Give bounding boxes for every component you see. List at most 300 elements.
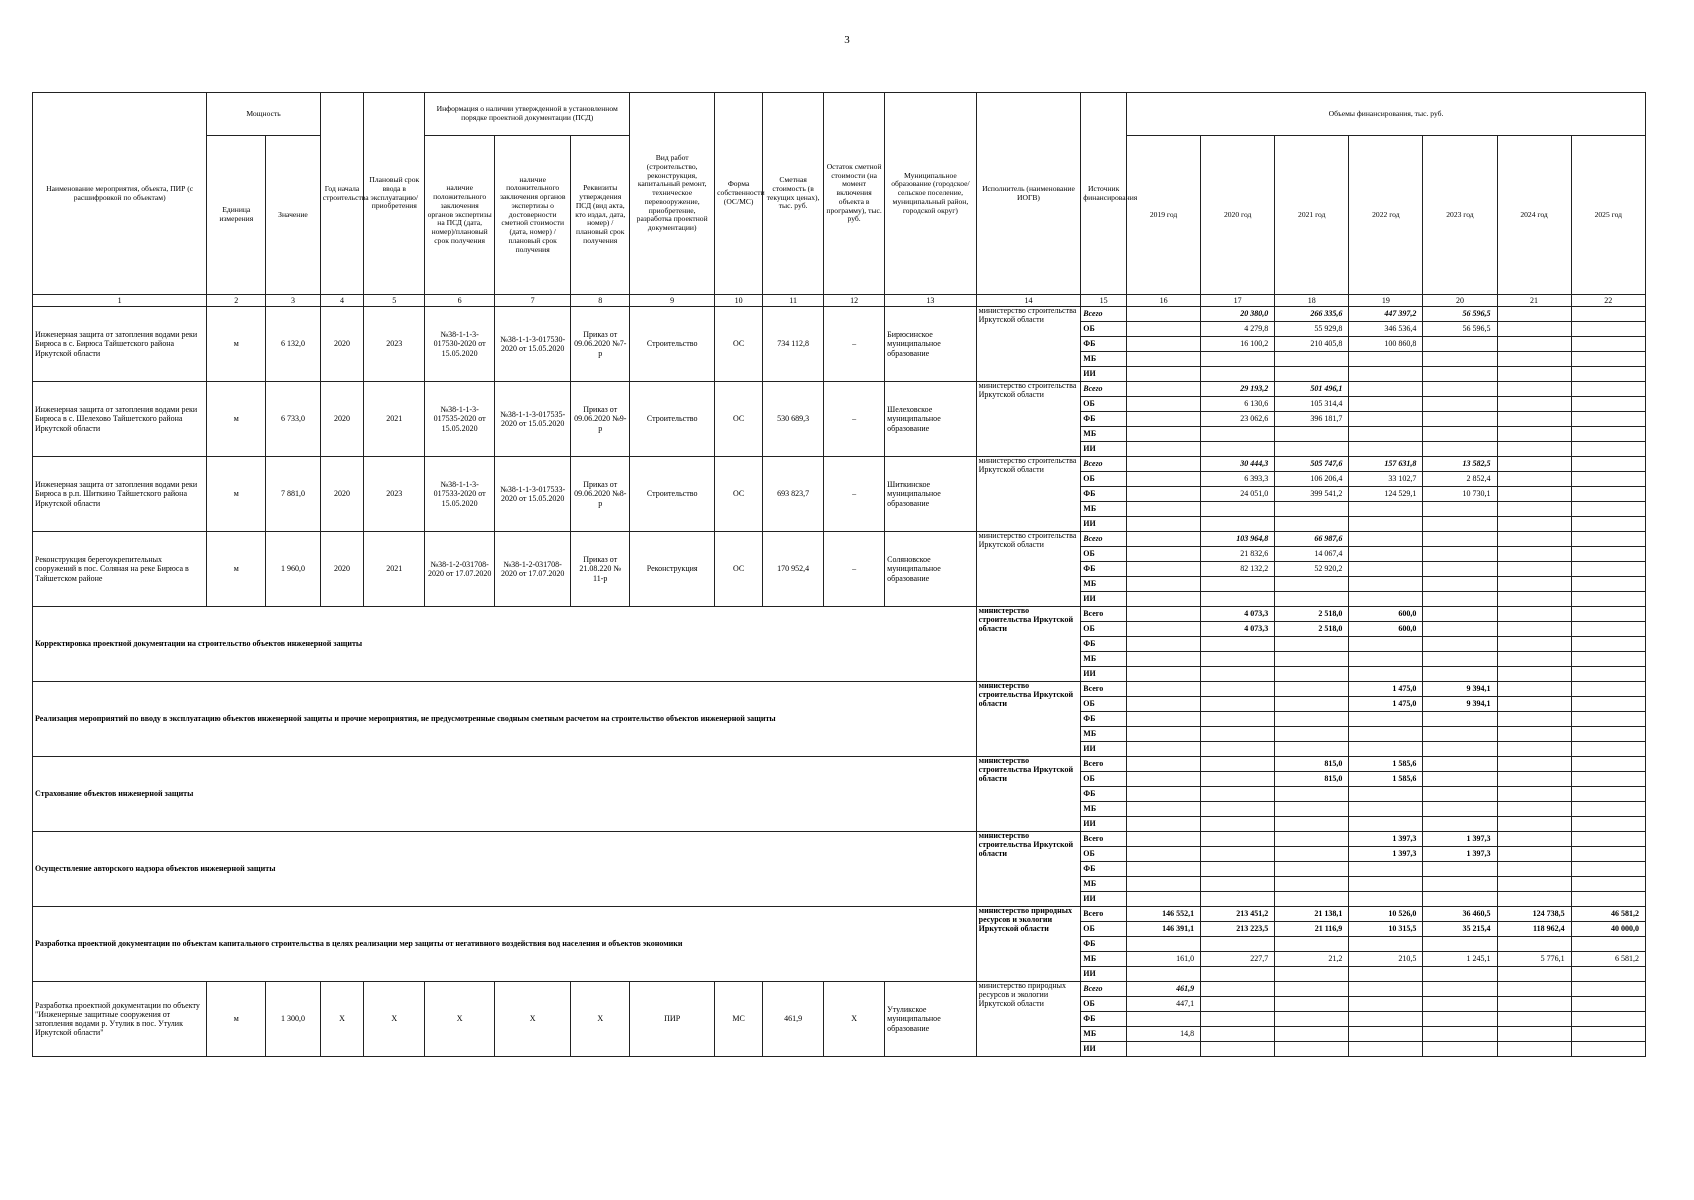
financing-value: 29 193,2 bbox=[1201, 382, 1275, 397]
financing-value bbox=[1201, 1012, 1275, 1027]
financing-value bbox=[1201, 757, 1275, 772]
financing-value: 2 518,0 bbox=[1275, 607, 1349, 622]
financing-value bbox=[1497, 967, 1571, 982]
column-number: 16 bbox=[1127, 295, 1201, 307]
financing-value bbox=[1571, 667, 1645, 682]
financing-value bbox=[1127, 562, 1201, 577]
financing-value: 210 405,8 bbox=[1275, 337, 1349, 352]
financing-value bbox=[1497, 877, 1571, 892]
financing-value bbox=[1571, 757, 1645, 772]
column-number: 8 bbox=[571, 295, 630, 307]
financing-value: 213 223,5 bbox=[1201, 922, 1275, 937]
financing-value bbox=[1349, 862, 1423, 877]
financing-value bbox=[1127, 487, 1201, 502]
financing-value bbox=[1127, 382, 1201, 397]
source-label: Всего bbox=[1081, 982, 1127, 997]
financing-value bbox=[1349, 577, 1423, 592]
group-name: Реализация мероприятий по вводу в эксплуатацию объектов инженерной защиты и прочие мероприятия, не предусмотренные сводным сметным расчетом на строительство объектов инженерной защиты bbox=[33, 682, 977, 757]
financing-value bbox=[1349, 532, 1423, 547]
financing-value bbox=[1571, 727, 1645, 742]
financing-value: 2 852,4 bbox=[1423, 472, 1497, 487]
financing-value bbox=[1349, 742, 1423, 757]
column-number: 9 bbox=[630, 295, 715, 307]
financing-value bbox=[1275, 652, 1349, 667]
header-estimated-cost: Сметная стоимость (в текущих ценах), тыс. руб. bbox=[763, 93, 824, 295]
column-number: 11 bbox=[763, 295, 824, 307]
financing-value bbox=[1349, 562, 1423, 577]
source-label: ФБ bbox=[1081, 562, 1127, 577]
financing-value bbox=[1423, 547, 1497, 562]
column-number: 14 bbox=[976, 295, 1081, 307]
financing-value bbox=[1571, 412, 1645, 427]
table-row bbox=[33, 607, 1646, 622]
financing-value bbox=[1127, 802, 1201, 817]
group-name: Осуществление авторского надзора объектов инженерной защиты bbox=[33, 832, 977, 907]
financing-value bbox=[1127, 397, 1201, 412]
financing-value bbox=[1571, 607, 1645, 622]
financing-value bbox=[1201, 352, 1275, 367]
financing-value bbox=[1423, 1012, 1497, 1027]
header-planned-term: Плановый срок ввода в эксплуатацию/приобретения bbox=[364, 93, 425, 295]
financing-value bbox=[1571, 442, 1645, 457]
financing-value: 1 585,6 bbox=[1349, 772, 1423, 787]
header-year: 2023 год bbox=[1423, 136, 1497, 295]
source-label: ФБ bbox=[1081, 1012, 1127, 1027]
header-value: Значение bbox=[266, 136, 321, 295]
financing-value: 447 397,2 bbox=[1349, 307, 1423, 322]
estimated-cost: 530 689,3 bbox=[763, 382, 824, 457]
municipality: Шиткинское муниципальное образование bbox=[885, 457, 977, 532]
financing-value bbox=[1497, 862, 1571, 877]
financing-value bbox=[1497, 892, 1571, 907]
financing-value bbox=[1201, 742, 1275, 757]
header-municipality: Муниципальное образование (городское/сельское поселение, муниципальный район, городской округ) bbox=[885, 93, 977, 295]
financing-value bbox=[1349, 997, 1423, 1012]
financing-value bbox=[1127, 622, 1201, 637]
financing-value bbox=[1497, 997, 1571, 1012]
financing-value: 10 526,0 bbox=[1349, 907, 1423, 922]
capacity-unit: м bbox=[207, 382, 266, 457]
financing-value bbox=[1423, 757, 1497, 772]
financing-value: 40 000,0 bbox=[1571, 922, 1645, 937]
source-label: ИИ bbox=[1081, 367, 1127, 382]
planned-term: 2023 bbox=[364, 307, 425, 382]
source-label: ФБ bbox=[1081, 862, 1127, 877]
table-row bbox=[33, 907, 1646, 922]
financing-value: 161,0 bbox=[1127, 952, 1201, 967]
financing-value: 461,9 bbox=[1127, 982, 1201, 997]
source-label: МБ bbox=[1081, 802, 1127, 817]
header-approval-details: Реквизиты утверждения ПСД (вид акта, кто издал, дата, номер) / плановый срок получения bbox=[571, 136, 630, 295]
column-number: 18 bbox=[1275, 295, 1349, 307]
financing-value: 10 730,1 bbox=[1423, 487, 1497, 502]
financing-value bbox=[1201, 937, 1275, 952]
executor: министерство строительства Иркутской области bbox=[976, 382, 1081, 457]
work-type: ПИР bbox=[630, 982, 715, 1057]
estimated-cost: 693 823,7 bbox=[763, 457, 824, 532]
financing-value bbox=[1571, 1027, 1645, 1042]
financing-value bbox=[1201, 442, 1275, 457]
financing-value bbox=[1423, 967, 1497, 982]
financing-value bbox=[1571, 652, 1645, 667]
financing-value bbox=[1571, 847, 1645, 862]
financing-value bbox=[1275, 862, 1349, 877]
work-type: Строительство bbox=[630, 307, 715, 382]
executor: министерство строительства Иркутской области bbox=[976, 757, 1081, 832]
header-year: 2025 год bbox=[1571, 136, 1645, 295]
column-number: 10 bbox=[715, 295, 763, 307]
financing-value bbox=[1127, 652, 1201, 667]
financing-value: 1 475,0 bbox=[1349, 697, 1423, 712]
financing-value bbox=[1497, 592, 1571, 607]
financing-value: 124 738,5 bbox=[1497, 907, 1571, 922]
header-year: 2020 год bbox=[1201, 136, 1275, 295]
financing-value: 396 181,7 bbox=[1275, 412, 1349, 427]
financing-value bbox=[1127, 517, 1201, 532]
financing-value bbox=[1497, 322, 1571, 337]
source-label: ИИ bbox=[1081, 817, 1127, 832]
financing-value bbox=[1571, 307, 1645, 322]
financing-value bbox=[1571, 562, 1645, 577]
column-number: 2 bbox=[207, 295, 266, 307]
financing-table bbox=[32, 92, 1646, 1057]
financing-value bbox=[1349, 442, 1423, 457]
source-label: ОБ bbox=[1081, 922, 1127, 937]
source-label: МБ bbox=[1081, 577, 1127, 592]
financing-value: 4 279,8 bbox=[1201, 322, 1275, 337]
group-name: Страхование объектов инженерной защиты bbox=[33, 757, 977, 832]
capacity-unit: м bbox=[207, 532, 266, 607]
financing-value bbox=[1275, 997, 1349, 1012]
financing-value bbox=[1571, 742, 1645, 757]
financing-value bbox=[1275, 502, 1349, 517]
financing-value: 146 391,1 bbox=[1127, 922, 1201, 937]
object-name: Разработка проектной документации по объекту "Инженерные защитные сооружения от затопления водами р. Утулик в пос. Утулик Иркутской области" bbox=[33, 982, 207, 1057]
financing-value bbox=[1201, 592, 1275, 607]
financing-value bbox=[1201, 652, 1275, 667]
financing-value: 2 518,0 bbox=[1275, 622, 1349, 637]
column-number: 3 bbox=[266, 295, 321, 307]
financing-value: 21,2 bbox=[1275, 952, 1349, 967]
financing-value bbox=[1571, 712, 1645, 727]
financing-value bbox=[1127, 412, 1201, 427]
header-ownership: Форма собственности (ОС/МС) bbox=[715, 93, 763, 295]
executor: министерство строительства Иркутской области bbox=[976, 832, 1081, 907]
approval-details: Приказ от 09.06.2020 №9-р bbox=[571, 382, 630, 457]
financing-value bbox=[1571, 502, 1645, 517]
financing-value bbox=[1275, 742, 1349, 757]
financing-value bbox=[1349, 712, 1423, 727]
financing-value bbox=[1275, 352, 1349, 367]
reliability-conclusion: №38-1-2-031708-2020 от 17.07.2020 bbox=[495, 532, 571, 607]
financing-value: 16 100,2 bbox=[1201, 337, 1275, 352]
financing-value: 1 245,1 bbox=[1423, 952, 1497, 967]
header-positive-conclusion: наличие положительного заключения органов экспертизы на ПСД (дата, номер)/плановый срок получения bbox=[425, 136, 495, 295]
financing-value bbox=[1497, 442, 1571, 457]
financing-value bbox=[1127, 847, 1201, 862]
start-year: 2020 bbox=[320, 382, 364, 457]
financing-value: 124 529,1 bbox=[1349, 487, 1423, 502]
capacity-value: 7 881,0 bbox=[266, 457, 321, 532]
financing-value: 146 552,1 bbox=[1127, 907, 1201, 922]
financing-value: 103 964,8 bbox=[1201, 532, 1275, 547]
header-reliability-conclusion: наличие положительного заключения органов экспертизы о достоверности сметной стоимости (дата, номер) / плановый срок получения bbox=[495, 136, 571, 295]
financing-value: 13 582,5 bbox=[1423, 457, 1497, 472]
column-number: 21 bbox=[1497, 295, 1571, 307]
financing-value bbox=[1571, 352, 1645, 367]
financing-value bbox=[1571, 982, 1645, 997]
financing-value bbox=[1571, 622, 1645, 637]
financing-value: 100 860,8 bbox=[1349, 337, 1423, 352]
financing-value bbox=[1497, 307, 1571, 322]
capacity-value: 1 300,0 bbox=[266, 982, 321, 1057]
source-label: ФБ bbox=[1081, 487, 1127, 502]
ownership: МС bbox=[715, 982, 763, 1057]
header-year: 2024 год bbox=[1497, 136, 1571, 295]
financing-value bbox=[1423, 382, 1497, 397]
source-label: МБ bbox=[1081, 502, 1127, 517]
object-name: Инженерная защита от затопления водами реки Бирюса в с. Бирюса Тайшетского района Иркутской области bbox=[33, 307, 207, 382]
financing-value bbox=[1275, 787, 1349, 802]
start-year: 2020 bbox=[320, 532, 364, 607]
financing-value bbox=[1349, 1012, 1423, 1027]
header-year: 2022 год bbox=[1349, 136, 1423, 295]
financing-value: 21 116,9 bbox=[1275, 922, 1349, 937]
financing-value bbox=[1423, 427, 1497, 442]
financing-value: 21 832,6 bbox=[1201, 547, 1275, 562]
estimated-cost: 461,9 bbox=[763, 982, 824, 1057]
financing-value: 23 062,6 bbox=[1201, 412, 1275, 427]
positive-conclusion: №38-1-2-031708-2020 от 17.07.2020 bbox=[425, 532, 495, 607]
financing-value: 346 536,4 bbox=[1349, 322, 1423, 337]
municipality: Шелеховское муниципальное образование bbox=[885, 382, 977, 457]
financing-value bbox=[1349, 982, 1423, 997]
estimated-cost: 734 112,8 bbox=[763, 307, 824, 382]
financing-value bbox=[1275, 442, 1349, 457]
financing-value: 600,0 bbox=[1349, 607, 1423, 622]
financing-value bbox=[1497, 637, 1571, 652]
financing-value bbox=[1201, 667, 1275, 682]
financing-value bbox=[1349, 517, 1423, 532]
financing-value bbox=[1127, 472, 1201, 487]
financing-value bbox=[1349, 727, 1423, 742]
column-number: 7 bbox=[495, 295, 571, 307]
financing-value: 46 581,2 bbox=[1571, 907, 1645, 922]
financing-value bbox=[1571, 367, 1645, 382]
financing-value bbox=[1571, 937, 1645, 952]
financing-value bbox=[1497, 607, 1571, 622]
financing-value bbox=[1571, 547, 1645, 562]
financing-value bbox=[1275, 832, 1349, 847]
financing-value bbox=[1275, 637, 1349, 652]
financing-value bbox=[1127, 1042, 1201, 1057]
table-row bbox=[33, 757, 1646, 772]
header-source: Источник финансирования bbox=[1081, 93, 1127, 295]
financing-value bbox=[1275, 577, 1349, 592]
financing-value bbox=[1127, 322, 1201, 337]
financing-value bbox=[1201, 427, 1275, 442]
financing-value: 14 067,4 bbox=[1275, 547, 1349, 562]
financing-value bbox=[1201, 1027, 1275, 1042]
financing-value bbox=[1423, 772, 1497, 787]
financing-value bbox=[1423, 532, 1497, 547]
financing-value bbox=[1275, 517, 1349, 532]
financing-value bbox=[1497, 847, 1571, 862]
header-remaining-cost: Остаток сметной стоимости (на момент включения объекта в программу), тыс. руб. bbox=[824, 93, 885, 295]
executor: министерство строительства Иркутской области bbox=[976, 607, 1081, 682]
financing-value bbox=[1275, 892, 1349, 907]
ownership: ОС bbox=[715, 307, 763, 382]
financing-value bbox=[1423, 997, 1497, 1012]
capacity-value: 1 960,0 bbox=[266, 532, 321, 607]
work-type: Строительство bbox=[630, 457, 715, 532]
financing-value: 1 397,3 bbox=[1349, 847, 1423, 862]
page-number: 3 bbox=[844, 34, 850, 46]
financing-value bbox=[1571, 517, 1645, 532]
financing-value: 266 335,6 bbox=[1275, 307, 1349, 322]
financing-value bbox=[1423, 712, 1497, 727]
financing-value: 21 138,1 bbox=[1275, 907, 1349, 922]
financing-value: 6 130,6 bbox=[1201, 397, 1275, 412]
financing-value: 105 314,4 bbox=[1275, 397, 1349, 412]
financing-value bbox=[1423, 652, 1497, 667]
financing-value bbox=[1571, 487, 1645, 502]
financing-value bbox=[1423, 742, 1497, 757]
financing-value bbox=[1349, 892, 1423, 907]
financing-value bbox=[1201, 892, 1275, 907]
source-label: Всего bbox=[1081, 382, 1127, 397]
financing-value bbox=[1349, 592, 1423, 607]
financing-value bbox=[1497, 937, 1571, 952]
financing-value bbox=[1497, 427, 1571, 442]
approval-details: Приказ от 21.08.220 № 11-р bbox=[571, 532, 630, 607]
work-type: Реконструкция bbox=[630, 532, 715, 607]
financing-value bbox=[1497, 1027, 1571, 1042]
financing-value bbox=[1571, 997, 1645, 1012]
financing-value bbox=[1275, 1012, 1349, 1027]
column-number: 5 bbox=[364, 295, 425, 307]
ownership: ОС bbox=[715, 382, 763, 457]
work-type: Строительство bbox=[630, 382, 715, 457]
financing-value: 66 987,6 bbox=[1275, 532, 1349, 547]
object-name: Инженерная защита от затопления водами реки Бирюса в р.п. Шиткино Тайшетского района Иркутской области bbox=[33, 457, 207, 532]
header-name: Наименование мероприятия, объекта, ПИР (с расшифровкой по объектам) bbox=[33, 93, 207, 295]
start-year: Х bbox=[320, 982, 364, 1057]
financing-value bbox=[1497, 457, 1571, 472]
financing-value: 1 585,6 bbox=[1349, 757, 1423, 772]
source-label: ФБ bbox=[1081, 787, 1127, 802]
financing-value bbox=[1201, 727, 1275, 742]
column-number: 15 bbox=[1081, 295, 1127, 307]
source-label: Всего bbox=[1081, 757, 1127, 772]
source-label: ОБ bbox=[1081, 997, 1127, 1012]
financing-value bbox=[1275, 982, 1349, 997]
financing-value: 56 596,5 bbox=[1423, 307, 1497, 322]
financing-value bbox=[1201, 637, 1275, 652]
financing-value bbox=[1275, 712, 1349, 727]
financing-value bbox=[1275, 682, 1349, 697]
column-numbers-row bbox=[33, 295, 1646, 307]
financing-value bbox=[1201, 367, 1275, 382]
financing-value bbox=[1571, 637, 1645, 652]
financing-value: 227,7 bbox=[1201, 952, 1275, 967]
financing-value bbox=[1201, 997, 1275, 1012]
executor: министерство природных ресурсов и экологии Иркутской области bbox=[976, 907, 1081, 982]
remaining-cost: – bbox=[824, 532, 885, 607]
financing-value bbox=[1423, 892, 1497, 907]
financing-value bbox=[1571, 892, 1645, 907]
financing-value bbox=[1571, 592, 1645, 607]
estimated-cost: 170 952,4 bbox=[763, 532, 824, 607]
financing-value bbox=[1201, 712, 1275, 727]
financing-value bbox=[1349, 412, 1423, 427]
column-number: 17 bbox=[1201, 295, 1275, 307]
financing-value bbox=[1127, 547, 1201, 562]
municipality: Утуликское муниципальное образование bbox=[885, 982, 977, 1057]
financing-value: 505 747,6 bbox=[1275, 457, 1349, 472]
financing-value: 1 397,3 bbox=[1423, 847, 1497, 862]
capacity-value: 6 733,0 bbox=[266, 382, 321, 457]
financing-value bbox=[1127, 502, 1201, 517]
financing-value bbox=[1497, 622, 1571, 637]
financing-value bbox=[1201, 802, 1275, 817]
financing-value bbox=[1423, 502, 1497, 517]
approval-details: Приказ от 09.06.2020 №7-р bbox=[571, 307, 630, 382]
financing-value bbox=[1497, 727, 1571, 742]
financing-value: 118 962,4 bbox=[1497, 922, 1571, 937]
column-number: 19 bbox=[1349, 295, 1423, 307]
financing-value bbox=[1349, 1042, 1423, 1057]
financing-value bbox=[1201, 862, 1275, 877]
source-label: ФБ bbox=[1081, 337, 1127, 352]
table-body bbox=[33, 307, 1646, 1057]
source-label: Всего bbox=[1081, 532, 1127, 547]
financing-value bbox=[1571, 1012, 1645, 1027]
financing-value bbox=[1497, 517, 1571, 532]
financing-value: 213 451,2 bbox=[1201, 907, 1275, 922]
financing-value bbox=[1127, 682, 1201, 697]
group-name: Разработка проектной документации по объектам капитального строительства в целях реализации мер защиты от негативного воздействия вод населения и объектов экономики bbox=[33, 907, 977, 982]
table-row bbox=[33, 832, 1646, 847]
source-label: ФБ bbox=[1081, 712, 1127, 727]
header-start-year: Год начала строительства bbox=[320, 93, 364, 295]
financing-value bbox=[1497, 1012, 1571, 1027]
financing-value bbox=[1201, 787, 1275, 802]
financing-value bbox=[1423, 862, 1497, 877]
financing-value bbox=[1275, 802, 1349, 817]
financing-value bbox=[1349, 1027, 1423, 1042]
financing-value bbox=[1423, 667, 1497, 682]
source-label: МБ bbox=[1081, 352, 1127, 367]
financing-value bbox=[1127, 337, 1201, 352]
capacity-unit: м bbox=[207, 307, 266, 382]
financing-value bbox=[1127, 367, 1201, 382]
financing-value: 157 631,8 bbox=[1349, 457, 1423, 472]
financing-value: 4 073,3 bbox=[1201, 607, 1275, 622]
financing-value bbox=[1127, 727, 1201, 742]
financing-value: 6 393,3 bbox=[1201, 472, 1275, 487]
financing-value bbox=[1127, 937, 1201, 952]
capacity-value: 6 132,0 bbox=[266, 307, 321, 382]
financing-value bbox=[1497, 817, 1571, 832]
financing-value bbox=[1127, 532, 1201, 547]
positive-conclusion: №38-1-1-3-017530-2020 от 15.05.2020 bbox=[425, 307, 495, 382]
financing-value: 106 206,4 bbox=[1275, 472, 1349, 487]
financing-value bbox=[1349, 937, 1423, 952]
financing-value bbox=[1423, 577, 1497, 592]
financing-value bbox=[1423, 637, 1497, 652]
financing-value: 210,5 bbox=[1349, 952, 1423, 967]
